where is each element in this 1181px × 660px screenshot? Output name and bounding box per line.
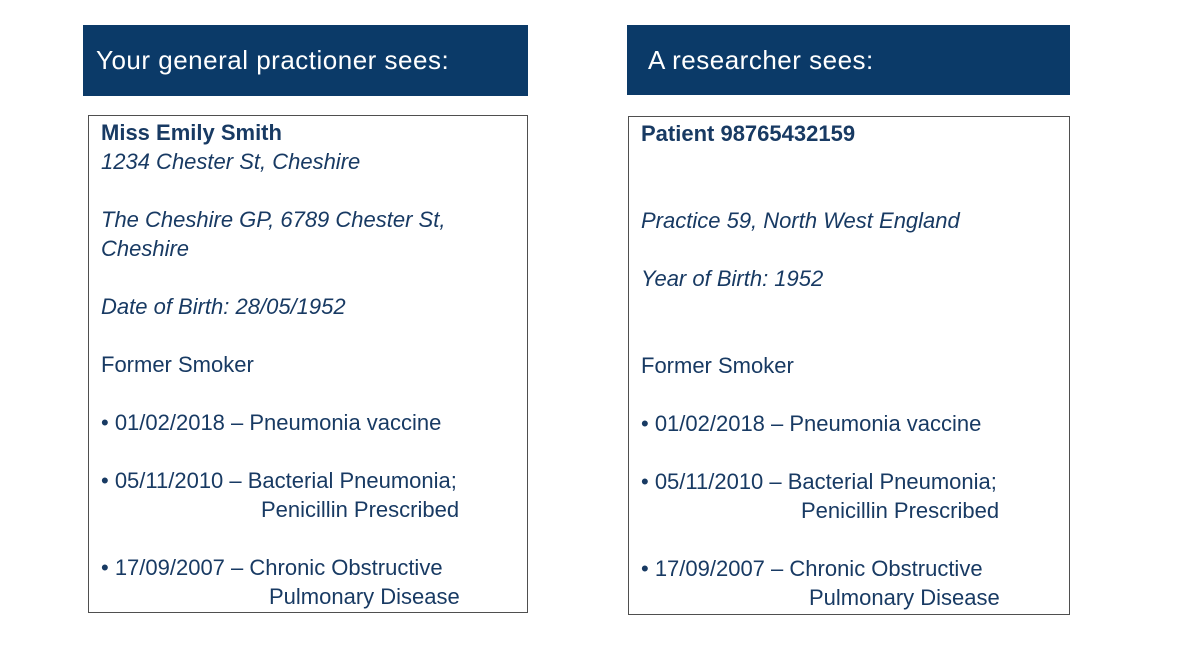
spacer xyxy=(101,263,517,292)
event-2007-copd: • 17/09/2007 – Chronic Obstructive xyxy=(641,556,983,581)
gp-record-card xyxy=(88,115,528,613)
event-2010-pneumonia: • 05/11/2010 – Bacterial Pneumonia; xyxy=(101,468,457,493)
date-of-birth: Date of Birth: 28/05/1952 xyxy=(101,294,346,319)
practice-address-line-2: Cheshire xyxy=(101,236,190,261)
practice-region: Practice 59, North West England xyxy=(641,208,960,233)
spacer xyxy=(641,322,1059,351)
smoking-status: Former Smoker xyxy=(101,352,254,377)
event-2010-continuation: Penicillin Prescribed xyxy=(261,497,460,522)
event-2018-vaccine: • 01/02/2018 – Pneumonia vaccine xyxy=(101,410,442,435)
event-2007-copd: • 17/09/2007 – Chronic Obstructive xyxy=(101,555,443,580)
event-2007-continuation: Pulmonary Disease xyxy=(269,584,460,609)
spacer xyxy=(101,437,517,466)
researcher-panel-header: A researcher sees: xyxy=(627,25,1070,95)
spacer xyxy=(641,177,1059,206)
patient-address: 1234 Chester St, Cheshire xyxy=(101,149,361,174)
event-2007-continuation: Pulmonary Disease xyxy=(809,585,1000,610)
year-of-birth: Year of Birth: 1952 xyxy=(641,266,824,291)
spacer xyxy=(641,438,1059,467)
spacer xyxy=(101,176,517,205)
spacer xyxy=(641,293,1059,322)
spacer xyxy=(641,380,1059,409)
patient-name: Miss Emily Smith xyxy=(101,120,282,145)
spacer xyxy=(641,525,1059,554)
spacer xyxy=(101,524,517,553)
smoking-status: Former Smoker xyxy=(641,353,794,378)
spacer xyxy=(641,235,1059,264)
event-2018-vaccine: • 01/02/2018 – Pneumonia vaccine xyxy=(641,411,982,436)
event-2010-pneumonia: • 05/11/2010 – Bacterial Pneumonia; xyxy=(641,469,997,494)
researcher-record-card xyxy=(628,116,1070,615)
spacer xyxy=(641,148,1059,177)
practice-address-line-1: The Cheshire GP, 6789 Chester St, xyxy=(101,207,446,232)
spacer xyxy=(101,379,517,408)
patient-id: Patient 98765432159 xyxy=(641,121,856,146)
spacer xyxy=(101,321,517,350)
event-2010-continuation: Penicillin Prescribed xyxy=(801,498,1000,523)
gp-panel-header: Your general practioner sees: xyxy=(83,25,528,96)
